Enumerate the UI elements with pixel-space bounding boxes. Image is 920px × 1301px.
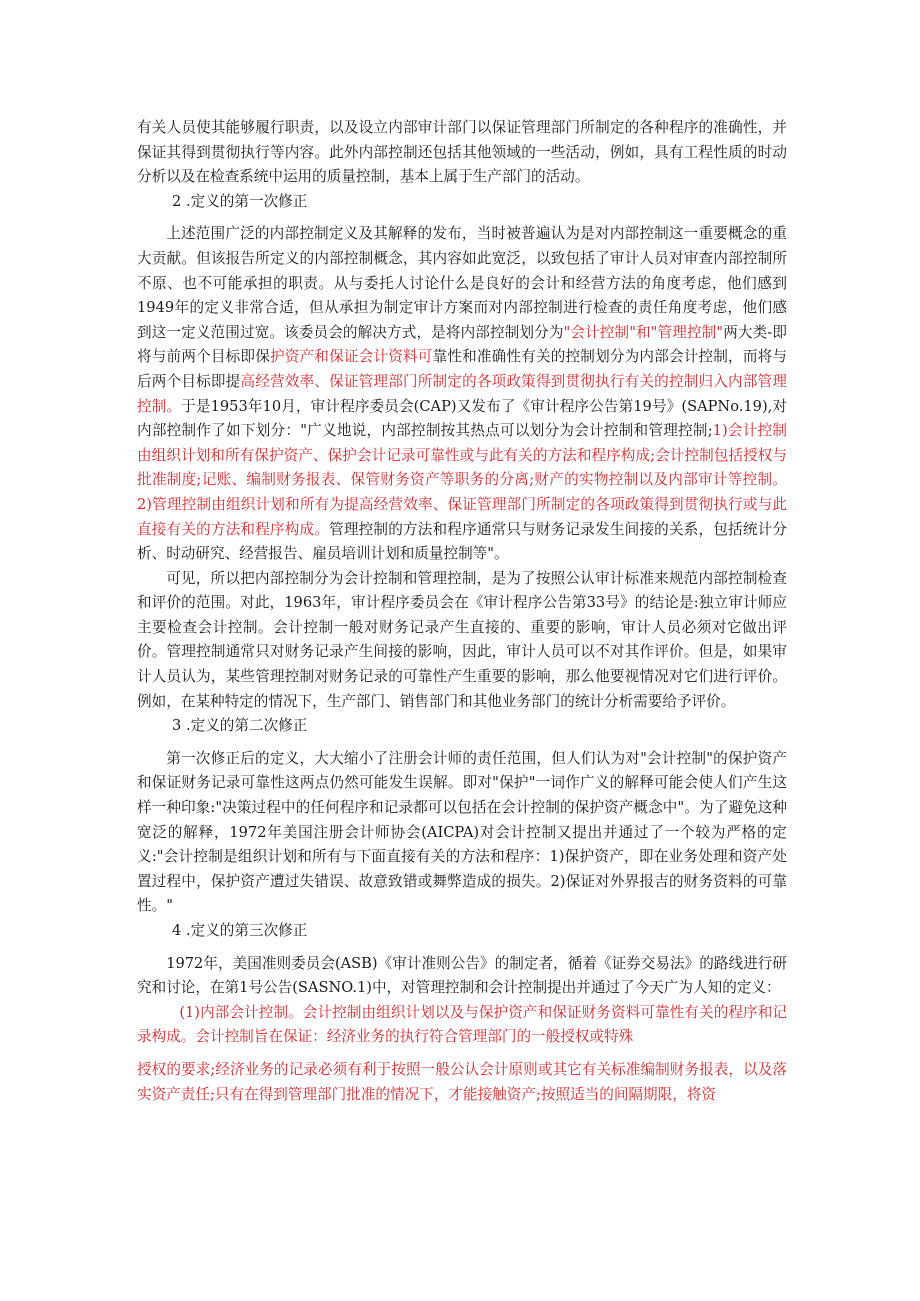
text-run: 管理控制的方法和程序通常只与财务记录发生间接的关系，包括统计分析、时动研究、经营报告、雇员培训计划和质量控制等"。 <box>137 520 787 563</box>
document-page <box>137 116 787 1107</box>
highlight-run: 1)会计控制由组织计划和所有保护资产、保护会计记录可靠性或与此有关的方法和程序构成;会计控制包括授权与批准制度;记账、编制财务报表、保管财务资产等职务的分离;财产的实物控制以及内部审计等控制。2)管理控制由组织计划和所有为提高经营效率、保证管理部门所制定的各项政策得到贯彻执行或与此直接有关的方法和程序构成。 <box>137 422 787 538</box>
text-run: 上述范围广泛的内部控制定义及其解释的发布，当时被普遍认为是对内部控制这一重要概念的重大贡献。但该报告所定义的内部控制概念，其内容如此宽泛，以致包括了审计人员对审查内部控制所不原、也不可能承担的职责。从与委托人讨论什么是良好的会计和经营方法的角度考虑，他们感到1949年的定义非常合适，但从承担为制定审计方案而对内部控制进行检查的责任角度考虑，他们感到这一定义范围过宽。该委员会的解决方式，是将内部控制划分为 <box>137 225 787 341</box>
text-run: 于是1953年10月，审计程序委员会(CAP)又发布了《审计程序公告第19号》(SAPNo.19),对内部控制作了如下划分："广义地说，内部控制按其热点可以划分为会计控制和管理控制; <box>137 397 787 440</box>
list-item-accounting-control: (1)内部会计控制。会计控制由组织计划以及与保护资产和保证财务资料可靠性有关的程序和记录构成。会计控制旨在保证：经济业务的执行符合管理部门的一般授权或特殊 <box>137 1003 787 1046</box>
paragraph-section-3: 第一次修正后的定义，大大缩小了注册会计师的责任范围，但人们认为对"会计控制"的保护资产和保证财务记录可靠性这两点仍然可能发生误解。即对"保护"一词作广义的解释可能会使人们产生这样一种印象:"决策过程中的任何程序和记录都可以包括在会计控制的保护资产概念中"。为了避免这种宽泛的解释，1972年美国注册会计师协会(AICPA)对会计控制又提出并通过了一个较为严格的定义:"会计控制是组织计划和所有与下面直接有关的方法和程序：1)保护资产，即在业务处理和资产处置过程中，保护资产遭过失错误、故意致错或舞弊造成的损失。2)保证对外界报吉的财务资料的可靠性。" <box>137 749 787 915</box>
text-run: 靠性和准确性有关的控制划分为内部会计控制，而将与后两个目标即提 <box>137 348 787 390</box>
highlight-run: 护资产和保证会计资料可 <box>269 348 433 366</box>
paragraph-continued: 授权的要求;经济业务的记录必须有利于按照一般公认会计原则或其它有关标准编制财务报表，以及落实资产责任;只有在得到管理部门批准的情况下，才能接触资产;按照适当的间隔期限，将资 <box>137 1060 787 1103</box>
paragraph-section-4: 1972年，美国准则委员会(ASB)《审计准则公告》的制定者，循着《证券交易法》的路线进行研究和讨论，在第1号公告(SASNO.1)中，对管理控制和会计控制提出并通过了今天广为人知的定义： <box>137 954 787 997</box>
paragraph-section-2-conclusion: 可见，所以把内部控制分为会计控制和管理控制，是为了按照公认审计标准来规范内部控制检查和评价的范围。对此，1963年，审计程序委员会在《审计程序公告第33号》的结论是:独立审计师应主要检查会计控制。会计控制一般对财务记录产生直接的、重要的影响，审计人员必须对它做出评价。管理控制通常只对财务记录产生间接的影响，因此，审计人员可以不对其作评价。但是，如果审计人员认为，某些管理控制对财务记录的可靠性产生重要的影响，那么他要视情况对它们进行评价。例如，在某种特定的情况下，生产部门、销售部门和其他业务部门的统计分析需要给予评价。 <box>137 569 787 710</box>
spacer <box>137 944 787 952</box>
section-heading-3: 3 .定义的第二次修正 <box>172 717 308 735</box>
section-heading-4: 4 .定义的第三次修正 <box>172 922 308 939</box>
text-run: 两大类-即将与前两个目标即保 <box>137 323 787 366</box>
spacer <box>137 214 787 222</box>
paragraph-intro: 有关人员使其能够履行职责，以及设立内部审计部门以保证管理部门所制定的各种程序的准确性，并保证其得到贯彻执行等内容。此外内部控制还包括其他领域的一些活动，例如，具有工程性质的时动分析以及在检查系统中运用的质量控制，基本上属于生产部门的活动。 <box>137 119 787 186</box>
highlight-run: "会计控制"和"管理控制" <box>563 323 724 341</box>
paragraph-section-2 <box>137 222 787 566</box>
spacer <box>137 1050 787 1058</box>
section-heading-2: 2 .定义的第一次修正 <box>172 192 308 210</box>
spacer <box>137 739 787 747</box>
highlight-run: 高经营效率、保证管理部门所制定的各项政策得到贯彻执行有关的控制归入内部管理控制。 <box>137 372 787 415</box>
